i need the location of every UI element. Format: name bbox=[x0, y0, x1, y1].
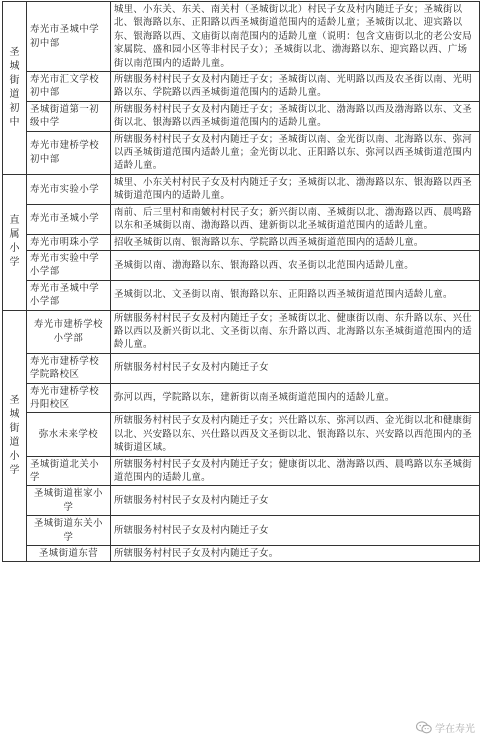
table-row bbox=[3, 234, 480, 250]
table-row bbox=[3, 413, 480, 456]
category-cell bbox=[3, 174, 27, 310]
table-row bbox=[3, 546, 480, 562]
service-area-cell: 所辖服务村村民子女及村内随迁子女 bbox=[111, 353, 480, 383]
school-name-cell: 寿光市汇文学校初中部 bbox=[27, 72, 111, 102]
table-row bbox=[3, 310, 480, 353]
watermark bbox=[414, 719, 477, 736]
service-area-cell: 所辖服务村村民子女及村内随迁子女 bbox=[111, 486, 480, 516]
school-district-table bbox=[2, 1, 480, 562]
school-name-cell: 寿光市圣城小学 bbox=[27, 204, 111, 234]
table-row bbox=[3, 353, 480, 383]
school-name-cell: 圣城街道北关小学 bbox=[27, 456, 111, 486]
school-name-cell: 寿光市实验中学小学部 bbox=[27, 250, 111, 280]
table-row bbox=[3, 174, 480, 204]
service-area-cell: 所辖服务村村民子女及村内随迁子女；圣城街以北、健康街以南、东升路以东、兴仕路以西以及新兴街以北、文圣街以南、东升路以西、北海路以东圣城街道范围内的适龄儿童。 bbox=[111, 310, 480, 353]
service-area-cell: 所辖服务村村民子女及村内随迁子女；圣城街以南、光明路以西及农圣街以南、光明路以东、学院路以西圣城街道范围内的适龄儿童。 bbox=[111, 72, 480, 102]
service-area-cell: 所辖服务村村民子女及村内随迁子女；兴仕路以东、弥河以西、金光街以北和健康街以北、兴安路以东、兴仕路以西及文圣街以北、银海路以东、兴安路以西范围内的圣城街道区域。 bbox=[111, 413, 480, 456]
table-row bbox=[3, 516, 480, 546]
school-name-cell: 圣城街道东营 bbox=[27, 546, 111, 562]
service-area-cell: 所辖服务村村民子女及村内随迁子女 bbox=[111, 516, 480, 546]
school-name-cell: 寿光市明珠小学 bbox=[27, 234, 111, 250]
table-row bbox=[3, 2, 480, 72]
service-area-cell: 弥河以西，学院路以东，建新街以南圣城街道范围内的适龄儿童。 bbox=[111, 383, 480, 413]
table-row bbox=[3, 101, 480, 131]
table-row bbox=[3, 486, 480, 516]
wechat-icon bbox=[416, 721, 432, 734]
category-cell bbox=[3, 310, 27, 562]
service-area-cell: 招收圣城街以南、银海路以东、学院路以西圣城街道范围内的适龄儿童。 bbox=[111, 234, 480, 250]
watermark-text: 学在寿光 bbox=[435, 724, 475, 735]
table-row bbox=[3, 72, 480, 102]
school-name-cell: 弥水未来学校 bbox=[27, 413, 111, 456]
table-row bbox=[3, 204, 480, 234]
category-label: 圣城街道小学 bbox=[9, 394, 20, 476]
school-name-cell: 圣城街道崔家小学 bbox=[27, 486, 111, 516]
table-row bbox=[3, 131, 480, 174]
service-area-cell: 所辖服务村村民子女及村内随迁子女。 bbox=[111, 546, 480, 562]
service-area-cell: 城里、小东关村村民子女及村内随迁子女；圣城街以北、渤海路以东、银海路以西圣城街道范围内的适龄儿童。 bbox=[111, 174, 480, 204]
school-name-cell: 寿光市建桥学校初中部 bbox=[27, 131, 111, 174]
service-area-cell: 圣城街以南、渤海路以东、银海路以西、农圣街以北范围内适龄儿童。 bbox=[111, 250, 480, 280]
school-name-cell: 寿光市建桥学校小学部 bbox=[27, 310, 111, 353]
school-name-cell: 寿光市实验小学 bbox=[27, 174, 111, 204]
service-area-cell: 所辖服务村村民子女及村内随迁子女；圣城街以北、渤海路以西及渤海路以东、文圣街以北、银海路以西圣城街道范围内的适龄儿童。 bbox=[111, 101, 480, 131]
service-area-cell: 城里、小东关、东关、南关村（圣城街以北）村民子女及村内随迁子女；圣城街以北、银海路以东、正阳路以西圣城街道范围内的适龄儿童；圣城街以北、迎宾路以东、银海路以西、文庙街以南范围内的适龄儿童（说明：包含文庙街以北的老公安局家属院、盛和园小区等非村民子女）；圣城街以北、渤海路以东、迎宾路以西、广场街以南范围内的适龄儿童。 bbox=[111, 2, 480, 72]
category-label: 圣城街道初中 bbox=[9, 46, 20, 128]
table-row bbox=[3, 250, 480, 280]
table-row bbox=[3, 456, 480, 486]
school-name-cell: 寿光市建桥学校丹阳校区 bbox=[27, 383, 111, 413]
school-name-cell: 圣城街道东关小学 bbox=[27, 516, 111, 546]
school-name-cell: 圣城街道第一初级中学 bbox=[27, 101, 111, 131]
table-row bbox=[3, 383, 480, 413]
category-cell bbox=[3, 2, 27, 175]
school-name-cell: 寿光市建桥学校学院路校区 bbox=[27, 353, 111, 383]
service-area-cell: 圣城街以北、文圣街以南、银海路以东、正阳路以西圣城街道范围内适龄儿童。 bbox=[111, 280, 480, 310]
service-area-cell: 南前、后三里村和南皴村村民子女；新兴街以南、圣城街以北、渤海路以西、晨鸣路以东和圣城街以南、渤海路以西、建新街以北圣城街道范围内的适龄儿童。 bbox=[111, 204, 480, 234]
service-area-cell: 所辖服务村村民子女及村内随迁子女；圣城街以南、金光街以南、北海路以东、弥河以西圣城街道范围内适龄儿童；金光街以北、正阳路以东、弥河以西圣城街道范围内适龄儿童。 bbox=[111, 131, 480, 174]
school-name-cell: 寿光市圣城中学小学部 bbox=[27, 280, 111, 310]
school-name-cell: 寿光市圣城中学初中部 bbox=[27, 2, 111, 72]
table-row bbox=[3, 280, 480, 310]
service-area-cell: 所辖服务村村民子女及村内随迁子女；健康街以北、渤海路以西、晨鸣路以东圣城街道范围内的适龄儿童。 bbox=[111, 456, 480, 486]
category-label: 直属小学 bbox=[9, 215, 20, 269]
